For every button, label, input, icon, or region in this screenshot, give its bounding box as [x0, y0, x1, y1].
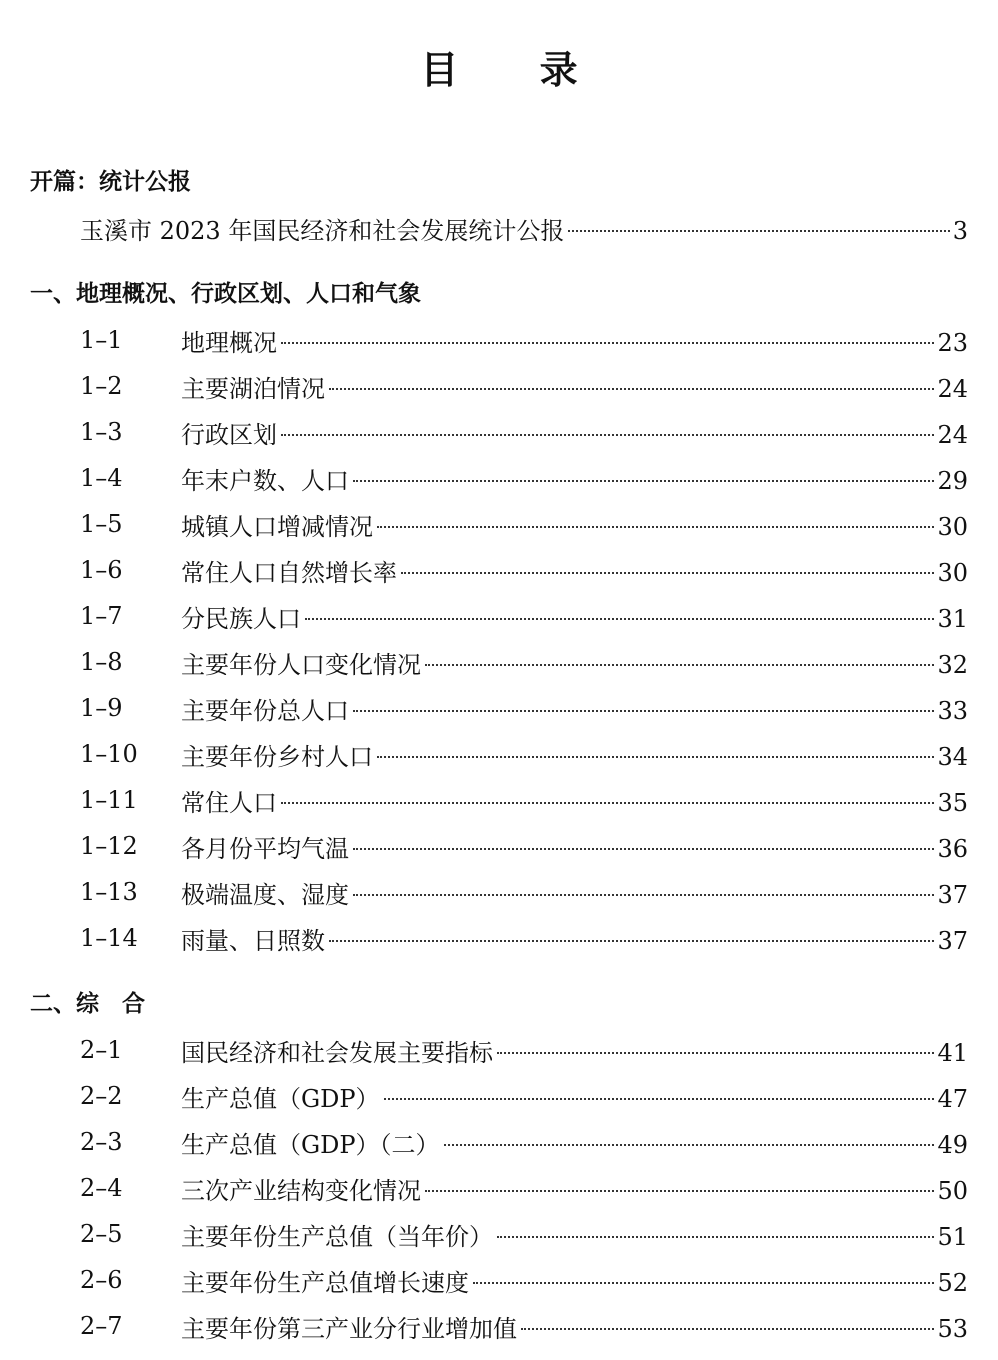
toc-entry-title: 主要年份乡村人口: [181, 742, 373, 771]
toc-entry[interactable]: [0, 731, 998, 777]
toc-entry-page: 47: [937, 1084, 968, 1113]
dot-leader: [329, 939, 934, 942]
toc-entry[interactable]: [0, 915, 998, 961]
toc-entry-line: [181, 1263, 968, 1298]
toc-entry[interactable]: [0, 639, 998, 685]
toc-entry-number: 1–6: [80, 556, 123, 584]
toc-entry-title: 常住人口: [181, 788, 277, 817]
dot-leader: [353, 479, 934, 482]
dot-leader: [329, 387, 934, 390]
toc-section-geography: [0, 271, 998, 961]
toc-entry[interactable]: [0, 1257, 998, 1303]
toc-entry-page: 36: [937, 834, 968, 863]
toc-entry[interactable]: [0, 593, 998, 639]
toc-entry-page: 33: [937, 696, 968, 725]
dot-leader: [568, 229, 949, 232]
toc-entry[interactable]: [0, 823, 998, 869]
toc-entry-number: 2–6: [80, 1266, 123, 1294]
toc-entry[interactable]: [0, 777, 998, 823]
toc-entry[interactable]: [0, 1073, 998, 1119]
toc-entry-number: 1–9: [80, 694, 123, 722]
toc-entry-title: 国民经济和社会发展主要指标: [181, 1038, 493, 1067]
toc-entry-number: 2–4: [80, 1174, 123, 1202]
toc-entry-page: 41: [937, 1038, 968, 1067]
toc-entry-line: [181, 1033, 968, 1068]
toc-entry-number: 1–11: [80, 786, 138, 814]
toc-entry-number: 2–3: [80, 1128, 123, 1156]
toc-entry-line: [181, 1125, 968, 1160]
toc-entry-line: [181, 415, 968, 450]
toc-entry-number: 1–14: [80, 924, 138, 952]
toc-entry[interactable]: [0, 409, 998, 455]
toc-entry-title: 分民族人口: [181, 604, 301, 633]
toc-entry-number: 1–1: [80, 326, 123, 354]
toc-entry-line: [181, 1217, 968, 1252]
toc-entry-line: [181, 323, 968, 358]
toc-entry-page: 29: [937, 466, 968, 495]
toc-entry-title: 主要年份生产总值（当年价）: [181, 1222, 493, 1251]
toc-entry-page: 34: [937, 742, 968, 771]
dot-leader: [281, 433, 934, 436]
toc-entry-number: 1–13: [80, 878, 138, 906]
toc-entry-line: [181, 461, 968, 496]
toc-entry[interactable]: [0, 1165, 998, 1211]
toc-entry-number: 1–3: [80, 418, 123, 446]
table-of-contents: [0, 159, 998, 1349]
dot-leader: [497, 1051, 934, 1054]
toc-entry-page: 30: [937, 512, 968, 541]
toc-entry-line: [181, 829, 968, 864]
dot-leader: [384, 1097, 935, 1100]
toc-entry-number: 2–2: [80, 1082, 123, 1110]
dot-leader: [353, 893, 934, 896]
toc-entry-page: 49: [937, 1130, 968, 1159]
toc-entry-title: 各月份平均气温: [181, 834, 349, 863]
toc-entry-page: 35: [937, 788, 968, 817]
toc-entry-number: 1–2: [80, 372, 123, 400]
toc-entry-title: 地理概况: [181, 328, 277, 357]
toc-entry-page: 32: [937, 650, 968, 679]
toc-entry-page: 51: [937, 1222, 968, 1251]
toc-entry-line: [181, 645, 968, 680]
toc-entry-line: [181, 783, 968, 818]
dot-leader: [444, 1143, 935, 1146]
toc-entry-title: 生产总值（GDP）: [181, 1084, 380, 1113]
toc-section-bulletin: [0, 159, 998, 251]
toc-entry-number: 2–5: [80, 1220, 123, 1248]
toc-entry-page: 3: [952, 216, 968, 245]
toc-entry-line: [181, 507, 968, 542]
dot-leader: [281, 341, 934, 344]
toc-entry-number: 1–12: [80, 832, 138, 860]
toc-entry[interactable]: [0, 501, 998, 547]
toc-entry-title: 年末户数、人口: [181, 466, 349, 495]
toc-entry-title: 主要年份总人口: [181, 696, 349, 725]
dot-leader: [425, 1189, 934, 1192]
toc-entry[interactable]: [0, 1303, 998, 1349]
toc-entry-page: 31: [937, 604, 968, 633]
toc-entry-title: 极端温度、湿度: [181, 880, 349, 909]
dot-leader: [377, 755, 934, 758]
section-heading: 二、综 合: [30, 991, 145, 1017]
dot-leader: [353, 709, 934, 712]
dot-leader: [281, 801, 934, 804]
toc-entry-number: 2–7: [80, 1312, 123, 1340]
toc-entry-line: [80, 211, 968, 246]
toc-entry[interactable]: [0, 317, 998, 363]
toc-entry-line: [181, 1309, 968, 1344]
toc-entry-title: 主要年份人口变化情况: [181, 650, 421, 679]
dot-leader: [425, 663, 934, 666]
toc-entry[interactable]: [0, 205, 998, 251]
toc-entry-title: 行政区划: [181, 420, 277, 449]
toc-entry-number: 2–1: [80, 1036, 123, 1064]
toc-entry-title: 主要年份生产总值增长速度: [181, 1268, 469, 1297]
toc-entry-title: 玉溪市 2023 年国民经济和社会发展统计公报: [80, 216, 565, 245]
section-heading: 开篇：统计公报: [30, 169, 191, 195]
toc-entry-page: 24: [937, 420, 968, 449]
toc-entry[interactable]: [0, 685, 998, 731]
section-heading: 一、地理概况、行政区划、人口和气象: [30, 281, 421, 307]
toc-entry-line: [181, 921, 968, 956]
toc-entry-page: 50: [937, 1176, 968, 1205]
toc-entry-page: 53: [937, 1314, 968, 1343]
toc-entry-line: [181, 1079, 968, 1114]
toc-entry-page: 23: [937, 328, 968, 357]
toc-entry-page: 37: [937, 880, 968, 909]
toc-entry-number: 1–8: [80, 648, 123, 676]
dot-leader: [377, 525, 934, 528]
toc-entry-number: 1–10: [80, 740, 138, 768]
toc-entry-line: [181, 875, 968, 910]
toc-section-general: [0, 981, 998, 1349]
dot-leader: [305, 617, 934, 620]
dot-leader: [353, 847, 934, 850]
toc-entry-title: 主要年份第三产业分行业增加值: [181, 1314, 517, 1343]
toc-entry[interactable]: [0, 1119, 998, 1165]
page-title: 目 录: [420, 48, 612, 92]
toc-entry-title: 城镇人口增减情况: [181, 512, 373, 541]
toc-entry-page: 24: [937, 374, 968, 403]
toc-entry-line: [181, 553, 968, 588]
toc-entry[interactable]: [0, 455, 998, 501]
toc-entry-title: 主要湖泊情况: [181, 374, 325, 403]
toc-entry-title: 常住人口自然增长率: [181, 558, 397, 587]
toc-entry-page: 37: [937, 926, 968, 955]
dot-leader: [521, 1327, 934, 1330]
toc-entry[interactable]: [0, 363, 998, 409]
toc-entry[interactable]: [0, 1027, 998, 1073]
toc-entry-line: [181, 691, 968, 726]
toc-entry-line: [181, 1171, 968, 1206]
toc-entry-page: 30: [937, 558, 968, 587]
toc-entry-title: 生产总值（GDP）（二）: [181, 1130, 440, 1159]
dot-leader: [401, 571, 934, 574]
toc-entry[interactable]: [0, 1211, 998, 1257]
toc-entry-number: 1–4: [80, 464, 123, 492]
toc-entry-number: 1–5: [80, 510, 123, 538]
toc-entry-line: [181, 737, 968, 772]
toc-entry-title: 雨量、日照数: [181, 926, 325, 955]
toc-entry-number: 1–7: [80, 602, 123, 630]
toc-entry-page: 52: [937, 1268, 968, 1297]
toc-entry[interactable]: [0, 869, 998, 915]
toc-entry[interactable]: [0, 547, 998, 593]
dot-leader: [473, 1281, 934, 1284]
dot-leader: [497, 1235, 934, 1238]
toc-entry-line: [181, 599, 968, 634]
toc-entry-line: [181, 369, 968, 404]
toc-entry-title: 三次产业结构变化情况: [181, 1176, 421, 1205]
